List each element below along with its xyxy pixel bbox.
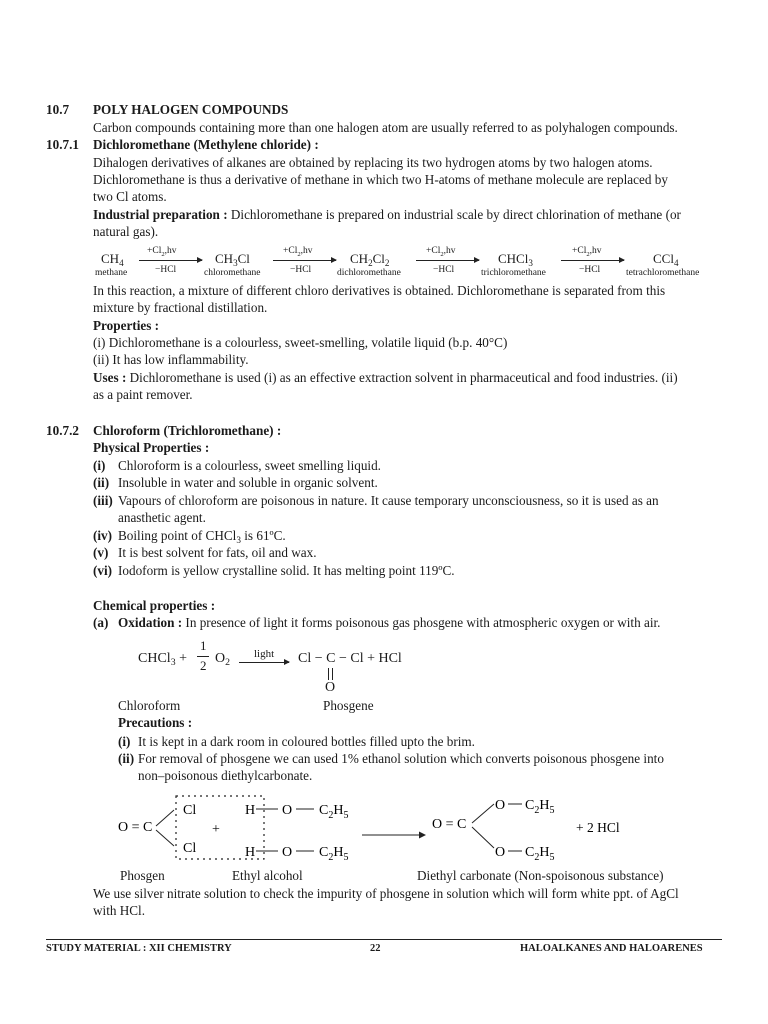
- reaction-arrow: [273, 260, 336, 261]
- section-number: 10.7: [46, 102, 70, 117]
- oxygen-atom: O: [282, 803, 293, 818]
- bond: [156, 810, 174, 826]
- list-number: (vi): [93, 563, 113, 578]
- paragraph: mixture by fractional distillation.: [93, 300, 268, 315]
- properties-heading: Properties :: [93, 318, 160, 333]
- paragraph: Dichloromethane is thus a derivative of methane in which two H-atoms of methane molecule are replaced by: [93, 172, 668, 187]
- reaction-condition: −HCl: [290, 265, 312, 275]
- industrial-prep-label: Industrial preparation :: [93, 207, 228, 222]
- list-item: Boiling point of CHCl$_3$ is 61ºC.: [118, 528, 286, 545]
- species-label: dichloromethane: [337, 268, 401, 278]
- property-item: (i) Dichloromethane is a colourless, sweet-smelling, volatile liquid (b.p. 40°C): [93, 335, 508, 350]
- species-ccl4: CCl$_4$: [653, 251, 679, 268]
- footer-left: STUDY MATERIAL : XII CHEMISTRY: [46, 943, 232, 954]
- property-item: (ii) It has low inflammability.: [93, 352, 249, 367]
- reaction-condition: −HCl: [155, 265, 177, 275]
- double-bond: [328, 668, 329, 680]
- fraction-denominator: 2: [200, 658, 207, 673]
- hcl-product: + 2 HCl: [576, 820, 620, 835]
- reaction-arrow: [561, 260, 624, 261]
- list-item: Insoluble in water and soluble in organic solvent.: [118, 475, 378, 490]
- ethyl-group: $C_2H_5$: [525, 845, 555, 863]
- phosgene-ethanol-reaction: [110, 790, 650, 872]
- ethyl-group: $C_2H_5$: [525, 798, 555, 816]
- carbonyl-group: O = C: [432, 817, 467, 832]
- list-number: (ii): [93, 475, 110, 490]
- plus-sign: +: [212, 822, 220, 837]
- species-label: chloromethane: [204, 268, 261, 278]
- species-label: tetrachloromethane: [626, 268, 700, 278]
- oxidation-text: In presence of light it forms poisonous gas phosgene with atmospheric oxygen or with air.: [182, 615, 661, 630]
- list-number: (i): [118, 734, 131, 749]
- precautions-heading: Precautions :: [118, 715, 193, 730]
- fraction-bar: [197, 656, 209, 657]
- phosgene-oxygen: O: [325, 680, 336, 695]
- subsection-title: Chloroform (Trichloromethane) :: [93, 423, 282, 438]
- phosgene-formula: Cl − C − Cl + HCl: [298, 651, 402, 666]
- bond: [472, 804, 494, 823]
- oxygen-atom: O: [495, 845, 506, 860]
- subsection-number: 10.7.2: [46, 423, 79, 438]
- oxygen-atom: O: [495, 798, 506, 813]
- ethyl-group: $C_2H_5$: [319, 845, 349, 863]
- hydrogen-atom: H: [245, 803, 256, 818]
- reaction-condition: $+Cl_2,hv$: [426, 246, 456, 258]
- list-number: (i): [93, 458, 106, 473]
- paragraph: two Cl atoms.: [93, 189, 167, 204]
- list-item: anasthetic agent.: [118, 510, 206, 525]
- paragraph: We use silver nitrate solution to check the impurity of phosgene in solution which will form white ppt. of AgCl: [93, 886, 679, 901]
- paragraph: with HCl.: [93, 903, 146, 918]
- list-number: (iii): [93, 493, 113, 508]
- section-intro: Carbon compounds containing more than one halogen atom are usually referred to as polyhalogen compounds.: [93, 120, 678, 135]
- species-ch2cl2: $CH_2Cl_2$: [350, 251, 390, 268]
- paragraph: as a paint remover.: [93, 387, 193, 402]
- fraction-numerator: 1: [200, 638, 207, 653]
- section-title: POLY HALOGEN COMPOUNDS: [93, 102, 289, 117]
- precaution-item: It is kept in a dark room in coloured bottles filled upto the brim.: [138, 734, 475, 749]
- oxidation: [118, 614, 660, 631]
- list-number: (iv): [93, 528, 113, 543]
- chloroform-label: Chloroform: [118, 698, 181, 713]
- reaction-arrow: [416, 260, 479, 261]
- list-item: Iodoform is yellow crystalline solid. It has melting point 119ºC.: [118, 563, 455, 578]
- reaction-condition: $+Cl_2,hv$: [283, 246, 313, 258]
- phosgene-label: Phosgene: [323, 698, 374, 713]
- oxygen-atom: O: [282, 845, 293, 860]
- chlorine-atom: Cl: [183, 803, 197, 818]
- reaction-condition: −HCl: [579, 265, 601, 275]
- species-label: methane: [95, 268, 128, 278]
- species-label: trichloromethane: [481, 268, 546, 278]
- oxidation-label: Oxidation :: [118, 615, 183, 630]
- arrow-head: [419, 832, 426, 839]
- list-number: (v): [93, 545, 109, 560]
- double-bond: [332, 668, 333, 680]
- list-number: (a): [93, 615, 109, 630]
- page-number: 22: [370, 943, 381, 954]
- chloroform-formula: CHCl$_3$ +: [138, 651, 187, 668]
- reaction-condition: $+Cl_2,hv$: [572, 246, 602, 258]
- bond: [156, 830, 174, 846]
- physical-properties-heading: Physical Properties :: [93, 440, 210, 455]
- species-ch4: $CH_4$: [101, 251, 124, 268]
- precaution-item: non–poisonous diethylcarbonate.: [138, 768, 313, 783]
- paragraph: In this reaction, a mixture of different chloro derivatives is obtained. Dichloromethane is separated from this: [93, 283, 666, 298]
- list-item: Chloroform is a colourless, sweet smelling liquid.: [118, 458, 381, 473]
- paragraph: Dihalogen derivatives of alkanes are obtained by replacing its two hydrogen atoms by two halogen atoms.: [93, 155, 653, 170]
- oxygen-formula: $O_2$: [215, 651, 231, 668]
- diethyl-carbonate-label: Diethyl carbonate (Non-spoisonous substance): [417, 868, 664, 883]
- list-number: (ii): [118, 751, 135, 766]
- reaction-arrow: [139, 260, 202, 261]
- bond: [472, 827, 494, 848]
- phosgene-label: Phosgen: [120, 868, 165, 883]
- uses: [93, 369, 678, 386]
- hydrogen-atom: H: [245, 845, 256, 860]
- reaction-condition: −HCl: [433, 265, 455, 275]
- ethyl-group: $C_2H_5$: [319, 803, 349, 821]
- chemical-properties-heading: Chemical properties :: [93, 598, 216, 613]
- footer-rule: [46, 939, 722, 940]
- reaction-condition: $+Cl_2,hv$: [147, 246, 177, 258]
- list-item: Vapours of chloroform are poisonous in nature. It cause temporary unconsciousness, so it is used as an: [118, 493, 659, 508]
- industrial-prep-text: Dichloromethane is prepared on industrial scale by direct chlorination of methane (or: [227, 207, 681, 222]
- uses-text: Dichloromethane is used (i) as an effective extraction solvent in pharmaceutical and food industries. (ii): [126, 370, 678, 385]
- paragraph: natural gas).: [93, 224, 159, 239]
- subsection-number: 10.7.1: [46, 137, 79, 152]
- list-item: It is best solvent for fats, oil and wax.: [118, 545, 317, 560]
- reaction-condition: light: [254, 648, 275, 660]
- precaution-item: For removal of phosgene we can used 1% ethanol solution which converts poisonous phosgene into: [138, 751, 664, 766]
- chlorine-atom: Cl: [183, 841, 197, 856]
- species-ch3cl: $CH_3Cl$: [215, 251, 250, 268]
- ethyl-alcohol-label: Ethyl alcohol: [232, 868, 303, 883]
- carbonyl-group: O = C: [118, 820, 153, 835]
- subsection-title: Dichloromethane (Methylene chloride) :: [93, 137, 319, 152]
- reaction-arrow: [239, 662, 289, 663]
- species-chcl3: CHCl$_3$: [498, 251, 533, 268]
- uses-label: Uses :: [93, 370, 127, 385]
- industrial-prep: [93, 206, 681, 223]
- footer-right: HALOALKANES AND HALOARENES: [520, 943, 703, 954]
